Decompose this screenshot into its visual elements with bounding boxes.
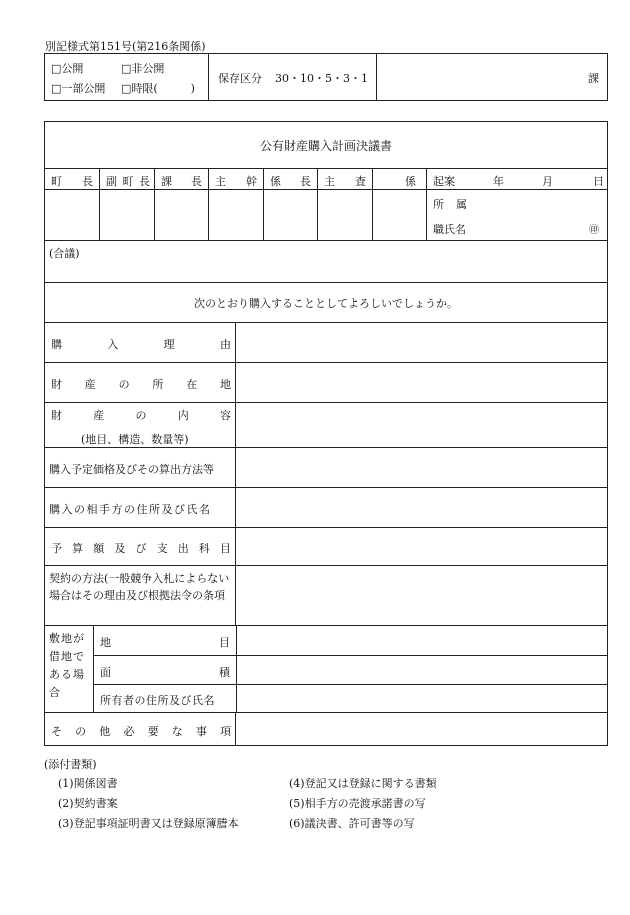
contract-method-label: 契約の方法(一般競争入札によらない場合はその理由及び根拠法令の条項 (49, 572, 230, 602)
attachments-heading: (添付書類) (44, 758, 97, 771)
draft-label: 起案 (433, 175, 455, 188)
retention-values: 30・10・5・3・1 (275, 72, 368, 85)
affiliation-label: 所属 (433, 198, 479, 211)
draft-day: 日 (593, 175, 604, 188)
other-matters-value[interactable] (235, 713, 607, 746)
leased-land-group-label: 敷地が借地である場合 (49, 632, 85, 699)
attachment-item: (5)相手方の売渡承諾書の写 (289, 797, 426, 810)
form-title-cell (45, 122, 607, 168)
land-owner-row (94, 684, 607, 712)
budget-label: 予 算 額 及 び 支 出 科 目 (51, 542, 231, 555)
non-public-checkbox[interactable]: □非公開 (121, 62, 165, 75)
contract-method-row (45, 565, 607, 625)
land-owner-label: 所有者の住所及び氏名 (100, 694, 215, 707)
staff-name-label: 職氏名 (433, 223, 466, 236)
budget-value[interactable] (235, 528, 607, 565)
purchase-reason-row (45, 322, 607, 362)
contract-method-value[interactable] (235, 566, 607, 625)
land-category-row (94, 626, 607, 655)
form-title: 公有財産購入計画決議書 (259, 138, 392, 153)
draft-year: 年 (493, 175, 504, 188)
property-location-label: 財 産 の 所 在 地 (51, 378, 231, 391)
seal-box-chief-officer[interactable] (208, 190, 263, 240)
purchase-reason-label: 購 入 理 由 (51, 338, 231, 351)
resolution-form (44, 121, 608, 746)
leased-land-section (45, 625, 607, 712)
property-contents-sublabel: (地目、構造、数量等) (81, 433, 189, 446)
drafter-cell[interactable] (426, 190, 607, 240)
planned-price-label: 購入予定価格及びその算出方法等 (49, 463, 214, 476)
public-checkbox[interactable]: □公開 (51, 62, 84, 75)
planned-price-value[interactable] (235, 448, 607, 487)
approver-header-row (45, 168, 607, 189)
request-cell (45, 282, 607, 322)
attachment-item: (6)議決書、許可書等の写 (289, 817, 415, 830)
department-cell[interactable] (376, 54, 607, 100)
budget-row (45, 527, 607, 565)
property-contents-value[interactable] (235, 403, 607, 447)
request-text: 次のとおり購入することとしてよろしいでしょうか。 (194, 296, 458, 310)
land-category-value[interactable] (236, 626, 608, 655)
seal-box-mayor[interactable] (45, 190, 99, 240)
seal-box-section-chief[interactable] (154, 190, 208, 240)
approver-senior-staff: 主 査 (317, 169, 372, 189)
attachment-item: (4)登記又は登録に関する書類 (289, 777, 437, 790)
counterparty-label: 購入の相手方の住所及び氏名 (49, 503, 212, 516)
seal-box-senior-staff[interactable] (317, 190, 372, 240)
attachment-item: (1)関係図書 (58, 777, 118, 790)
purchase-reason-value[interactable] (235, 323, 607, 362)
other-matters-label: そ の 他 必 要 な 事 項 (51, 725, 231, 738)
counterparty-value[interactable] (235, 488, 607, 527)
disclosure-options (45, 54, 208, 100)
department-suffix: 課 (588, 72, 599, 85)
approver-staff: 係 (372, 169, 426, 189)
land-area-row (94, 655, 607, 684)
draft-date-cell (426, 169, 607, 189)
land-owner-value[interactable] (236, 685, 608, 713)
seal-box-staff[interactable] (372, 190, 426, 240)
leased-land-subtable (93, 626, 607, 712)
approver-seal-row (45, 189, 607, 240)
property-contents-label: 財 産 の 内 容 (51, 409, 231, 422)
seal-mark: ㊞ (589, 225, 599, 236)
approver-mayor: 町 長 (51, 175, 93, 188)
approver-deputy-mayor: 副 町 長 (99, 169, 154, 189)
form-reference: 別記様式第151号(第216条関係) (45, 40, 206, 53)
approver-section-chief: 課 長 (154, 169, 208, 189)
land-category-label: 地 目 (100, 636, 230, 649)
counterparty-row (45, 487, 607, 527)
other-matters-row (45, 712, 607, 745)
attachment-item: (2)契約書案 (58, 797, 118, 810)
partial-public-checkbox[interactable]: □一部公開 (51, 82, 106, 95)
attachment-item: (3)登記事項証明書又は登録原簿謄本 (58, 817, 239, 830)
land-area-value[interactable] (236, 656, 608, 684)
property-location-value[interactable] (235, 363, 607, 402)
approver-chief-officer: 主 幹 (208, 169, 263, 189)
land-area-label: 面 積 (100, 666, 230, 679)
consultation-cell[interactable] (45, 240, 607, 282)
time-limit-checkbox[interactable]: □時限( ) (121, 82, 195, 95)
retention-label: 保存区分 (218, 72, 262, 85)
draft-month: 月 (542, 175, 553, 188)
approver-unit-chief: 係 長 (263, 169, 317, 189)
retention-cell (208, 54, 376, 100)
seal-box-unit-chief[interactable] (263, 190, 317, 240)
property-contents-row (45, 402, 607, 447)
planned-price-row (45, 447, 607, 487)
property-location-row (45, 362, 607, 402)
seal-box-deputy-mayor[interactable] (99, 190, 154, 240)
consultation-label: (合議) (49, 247, 80, 260)
disclosure-header-box (44, 53, 608, 101)
